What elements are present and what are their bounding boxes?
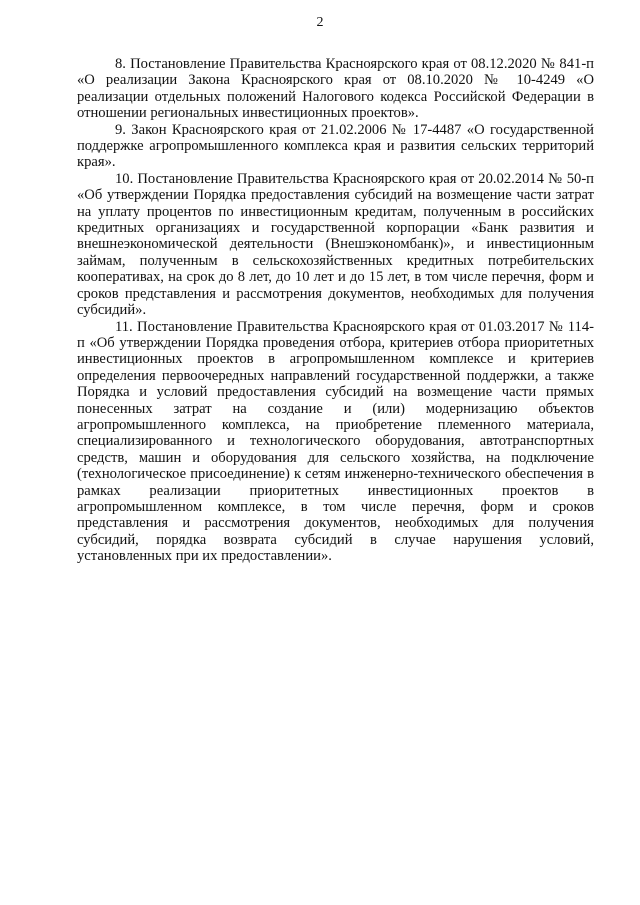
document-body — [77, 56, 594, 565]
page-number: 2 — [316, 15, 324, 30]
list-item-8: 8. Постановление Правительства Красноярского края от 08.12.2020 № 841-п «О реализации Закона Красноярского края от 08.10.2020 № 10-4249 «О реализации отдельных положений Налогового кодекса Российской Федерации в отношении региональных инвестиционных проектов». — [77, 56, 594, 122]
list-item-9: 9. Закон Красноярского края от 21.02.2006 № 17-4487 «О государственной поддержке агропромышленного комплекса края и развития сельских территорий края». — [77, 121, 594, 171]
list-item-10: 10. Постановление Правительства Красноярского края от 20.02.2014 № 50-п «Об утверждении Порядка предоставления субсидий на возмещение части затрат на уплату процентов по инвестиционным кредитам, полученным в российских кредитных организациях и государственной корпорации «Банк развития и внешнеэкономической деятельности (Внешэкономбанк)», и инвестиционным займам, полученным в сельскохозяйственных кредитных потребительских кооперативах, на срок до 8 лет, до 10 лет и до 15 лет, в том числе перечня, форм и сроков представления и рассмотрения документов, необходимых для получения субсидий». — [77, 170, 594, 319]
list-item-11: 11. Постановление Правительства Красноярского края от 01.03.2017 № 114-п «Об утверждении Порядка проведения отбора, критериев отбора приоритетных инвестиционных проектов в агропромышленном комплексе и критериев определения первоочередных направлений государственной поддержки, а также Порядка и условий предоставления субсидий на возмещение части прямых понесенных затрат на создание и (или) модернизацию объектов агропромышленного комплекса, на приобретение племенного материала, специализированного и технологического оборудования, автотранспортных средств, машин и оборудования для сельского хозяйства, на подключение (технологическое присоединение) к сетям инженерно-технического обеспечения в рамках реализации приоритетных инвестиционных проектов в агропромышленном комплексе, в том числе перечня, форм и сроков представления и рассмотрения документов, необходимых для получения субсидий, порядка возврата субсидий в случае нарушения условий, установленных при их предоставлении». — [77, 318, 594, 565]
